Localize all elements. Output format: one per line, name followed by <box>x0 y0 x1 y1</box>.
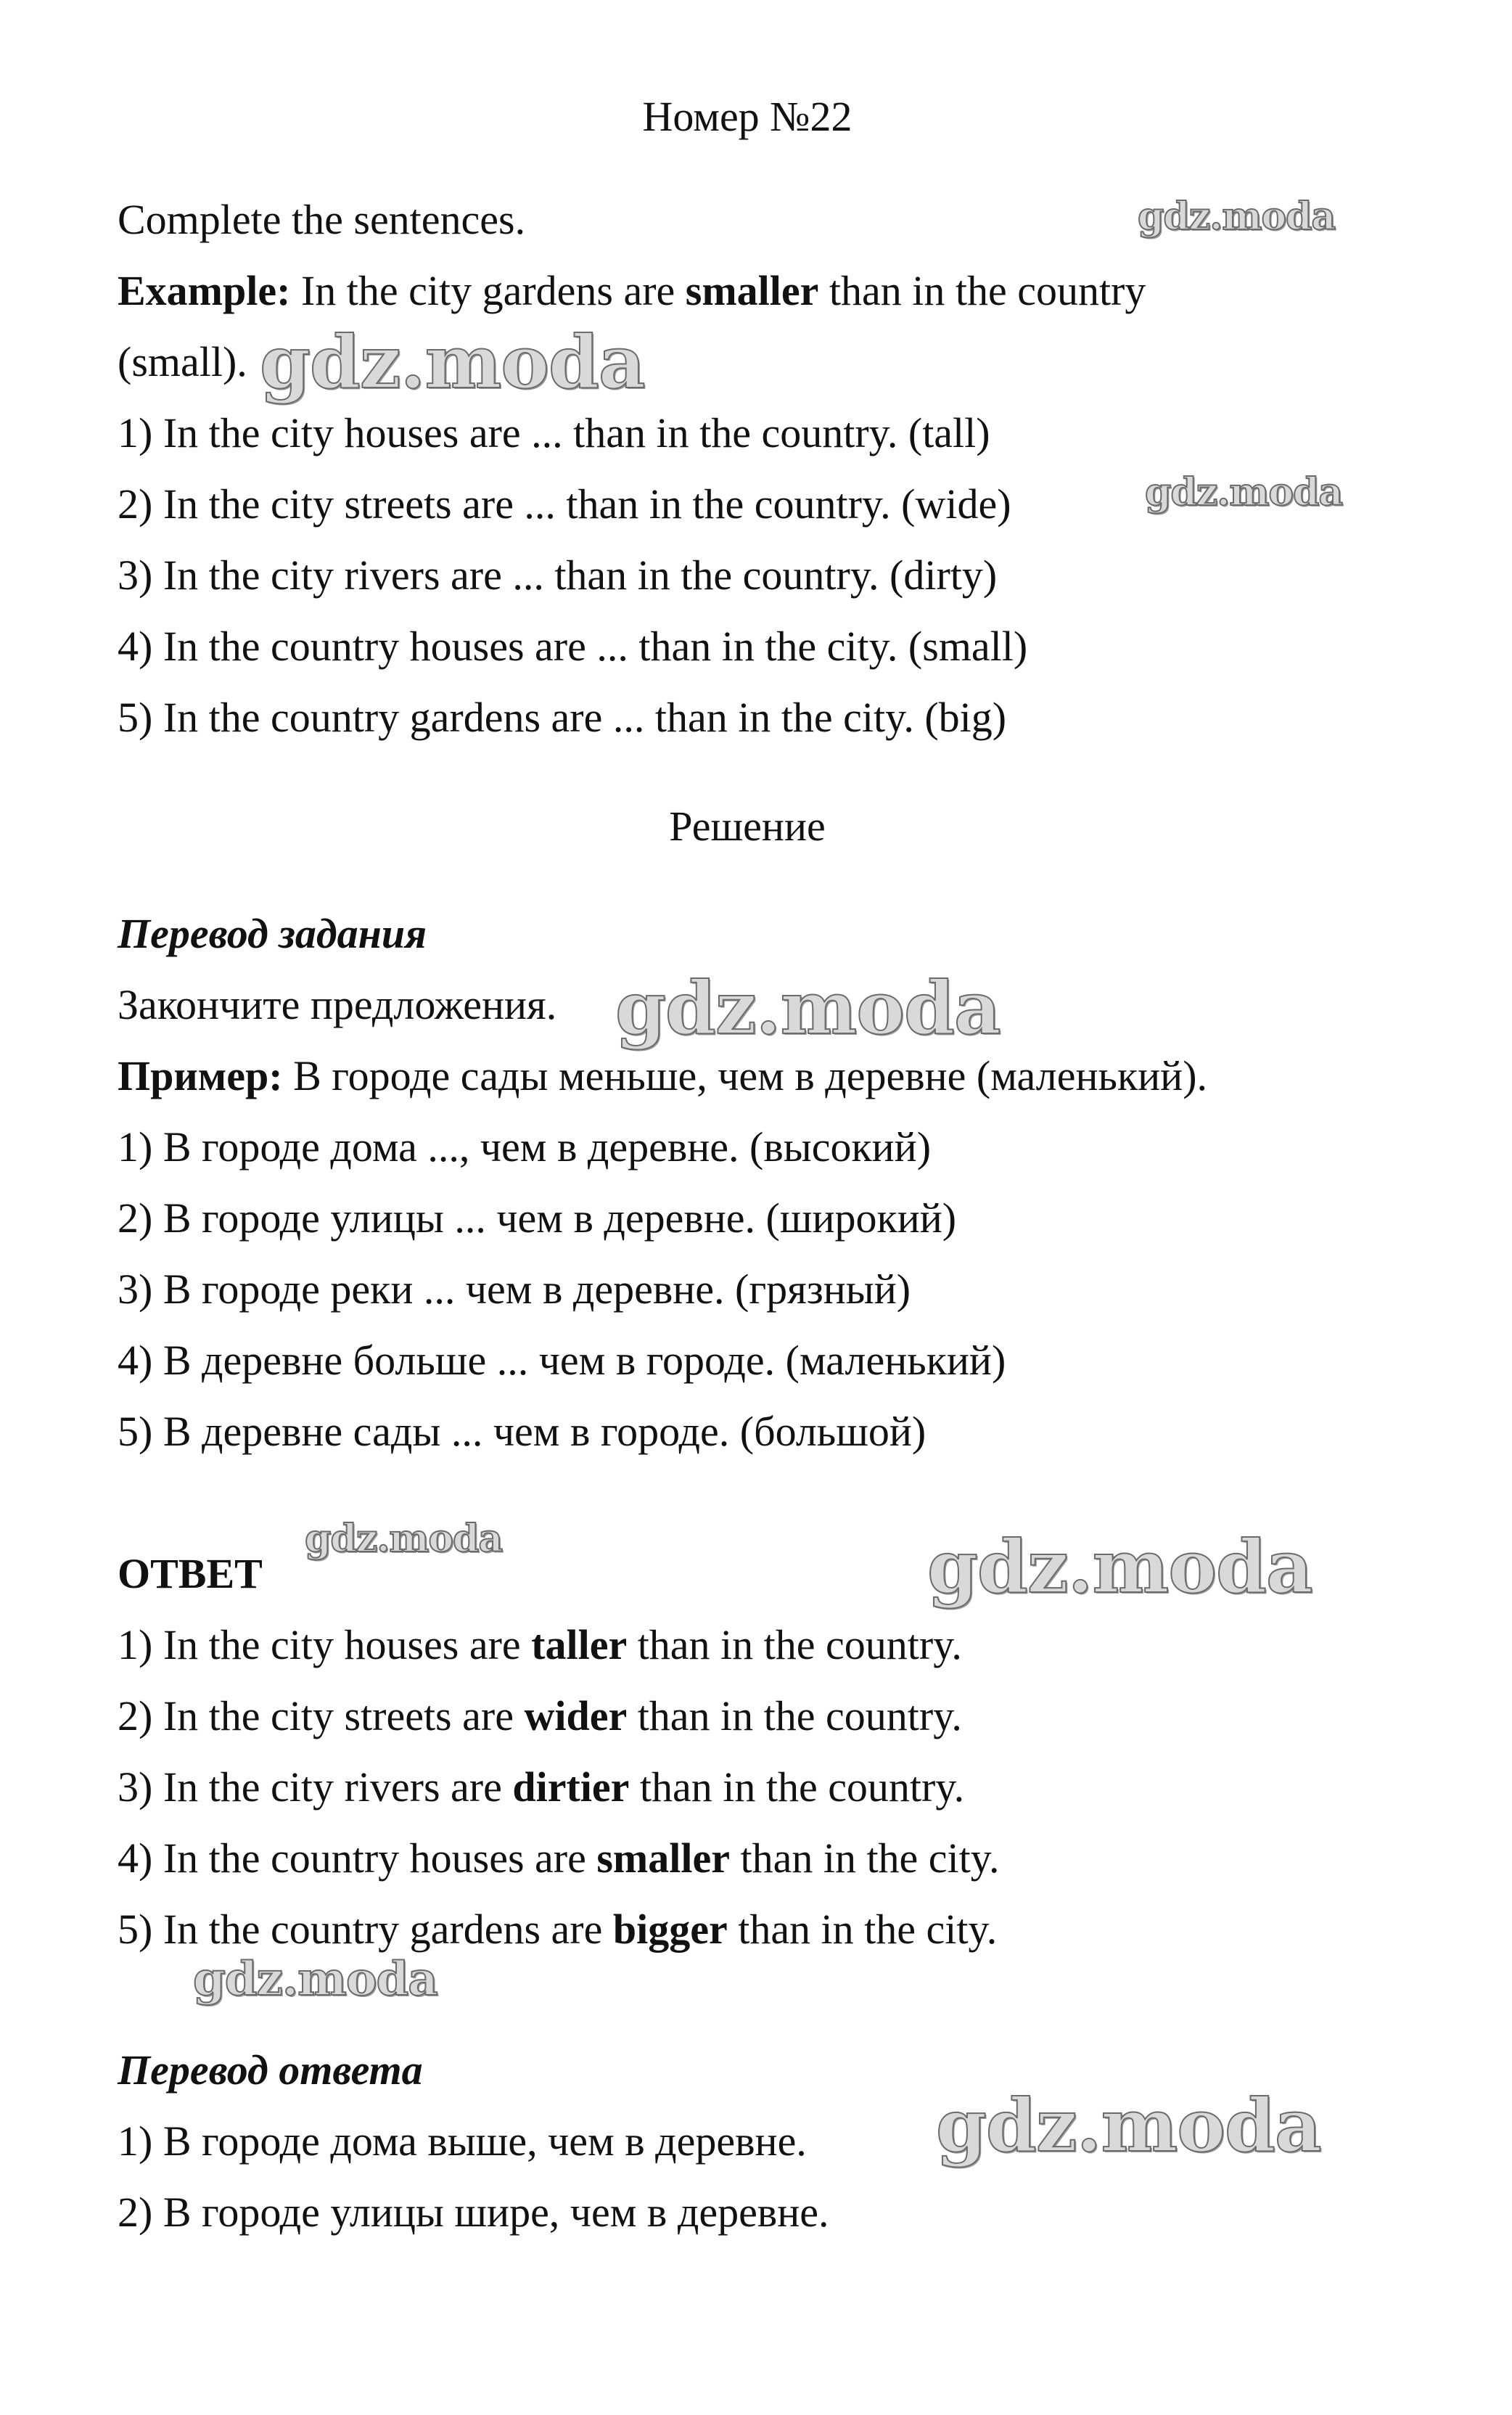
answer-text: than in the city. <box>727 1906 998 1953</box>
example-after: than in the country <box>818 267 1146 314</box>
translation-item: 4) В деревне больше ... чем в городе. (маленький) <box>118 1337 1006 1384</box>
answer-item <box>118 1762 964 1813</box>
watermark: gdz.moda <box>305 1517 503 1561</box>
answer-text: 2) In the city streets are <box>118 1692 525 1739</box>
answer-text: than in the country. <box>627 1621 962 1668</box>
page-title: Номер №22 <box>642 93 852 140</box>
task-item: 3) In the city rivers are ... than in the country. (dirty) <box>118 552 998 599</box>
answer-text: 4) In the country houses are <box>118 1834 597 1882</box>
translation-instruction: Закончите предложения. <box>118 981 557 1028</box>
answer-translation-item: 1) В городе дома выше, чем в деревне. <box>118 2117 807 2165</box>
task-instruction: Complete the sentences. <box>118 196 526 243</box>
answer-word: taller <box>531 1621 628 1668</box>
watermark: gdz.moda <box>615 965 1001 1051</box>
answer-text: than in the city. <box>729 1834 1000 1882</box>
task-item: 1) In the city houses are ... than in the country. (tall) <box>118 409 990 456</box>
answer-word: wider <box>524 1692 628 1739</box>
translation-example <box>118 1051 1207 1102</box>
answer-item <box>118 1620 962 1670</box>
example-word: smaller <box>685 267 819 314</box>
answer-text: 3) In the city rivers are <box>118 1763 513 1811</box>
watermark: gdz.moda <box>927 1524 1312 1610</box>
task-item: 5) In the country gardens are ... than in the city. (big) <box>118 694 1007 741</box>
answer-text: 5) In the country gardens are <box>118 1906 613 1953</box>
task-example <box>118 266 1146 316</box>
answer-text: 1) In the city houses are <box>118 1621 532 1668</box>
example-before: In the city gardens are <box>290 267 686 314</box>
answer-text: than in the country. <box>629 1763 965 1811</box>
task-item: 4) In the country houses are ... than in the city. (small) <box>118 623 1028 670</box>
solution-heading: Решение <box>669 803 826 850</box>
answer-item <box>118 1691 962 1742</box>
translation-example-label: Пример: <box>118 1052 283 1099</box>
answer-word: bigger <box>612 1906 728 1953</box>
answer-word: smaller <box>596 1834 730 1882</box>
translation-item: 1) В городе дома ..., чем в деревне. (высокий) <box>118 1123 932 1170</box>
answer-text: than in the country. <box>627 1692 962 1739</box>
answer-translation-item: 2) В городе улицы шире, чем в деревне. <box>118 2189 829 2236</box>
translation-item: 3) В городе реки ... чем в деревне. (грязный) <box>118 1266 911 1313</box>
translation-item: 2) В городе улицы ... чем в деревне. (широкий) <box>118 1194 957 1242</box>
watermark: gdz.moda <box>936 2083 1321 2168</box>
translation-item: 5) В деревне сады ... чем в городе. (большой) <box>118 1408 926 1455</box>
answer-heading: ОТВЕТ <box>118 1550 263 1597</box>
translation-example-text: В городе сады меньше, чем в деревне (маленький). <box>282 1052 1208 1099</box>
watermark: gdz.moda <box>1138 194 1336 239</box>
watermark: gdz.moda <box>260 319 645 405</box>
answer-item <box>118 1904 997 1955</box>
watermark: gdz.moda <box>1145 470 1343 514</box>
answer-item <box>118 1833 1000 1884</box>
answer-word: dirtier <box>512 1763 630 1811</box>
task-example-line2: (small). <box>118 338 247 385</box>
watermark: gdz.moda <box>193 1952 437 2006</box>
task-item: 2) In the city streets are ... than in the country. (wide) <box>118 480 1011 528</box>
translation-heading: Перевод задания <box>118 910 427 957</box>
answer-translation-heading: Перевод ответа <box>118 2046 423 2094</box>
example-label: Example: <box>118 267 291 314</box>
